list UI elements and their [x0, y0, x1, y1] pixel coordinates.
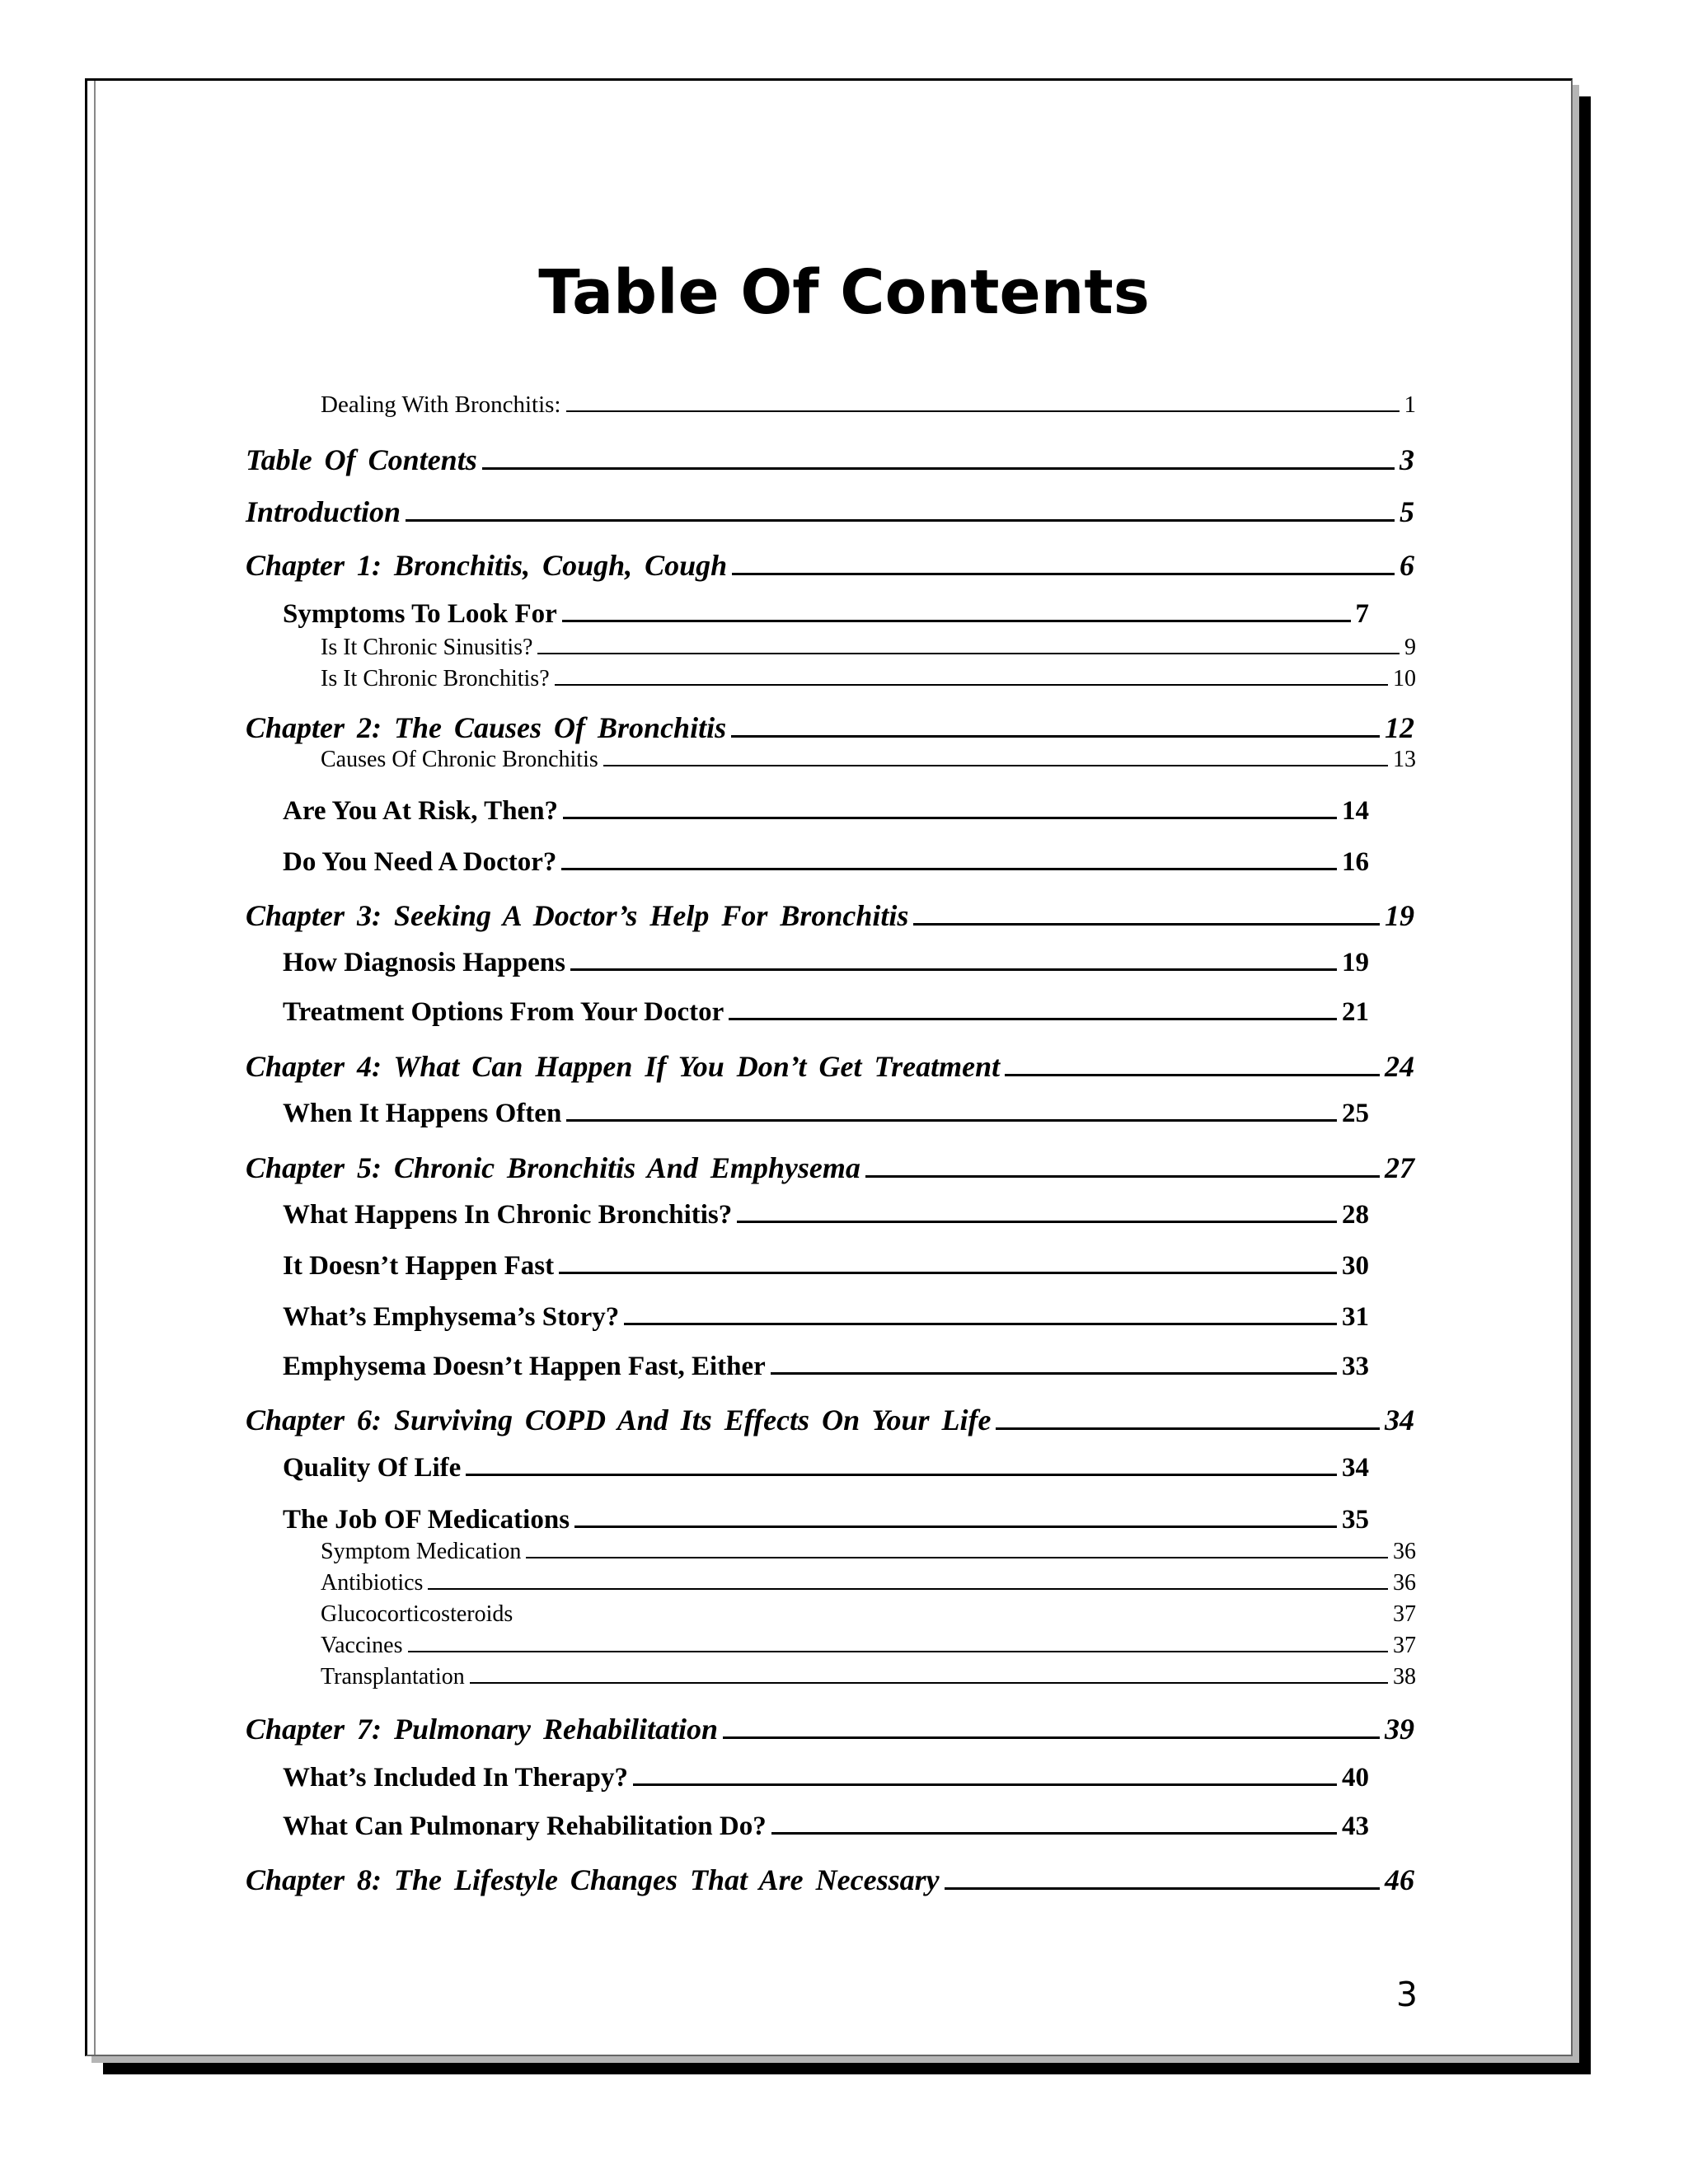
toc-entry-title: Chapter 7: Pulmonary Rehabilitation: [246, 1713, 719, 1746]
toc-entry-page: 10: [1393, 666, 1416, 691]
toc-entry: [283, 1453, 1369, 1483]
toc-entry-title: How Diagnosis Happens: [283, 948, 565, 977]
toc-entry: [246, 1863, 1414, 1897]
toc-entry: [283, 1352, 1369, 1382]
toc-entry-page: 9: [1404, 635, 1416, 660]
toc-entry-title: When It Happens Often: [283, 1099, 562, 1128]
toc-entry-title: Symptoms To Look For: [283, 599, 557, 629]
toc-entry: [246, 1712, 1414, 1746]
toc-entry-title: Emphysema Doesn’t Happen Fast, Either: [283, 1352, 766, 1381]
toc-entry: [321, 1633, 1416, 1659]
toc-entry-page: 25: [1342, 1099, 1369, 1128]
toc-entry-title: Introduction: [246, 495, 401, 528]
toc-entry-title: Chapter 2: The Causes Of Bronchitis: [246, 711, 727, 744]
toc-entry-page: 1: [1404, 391, 1416, 418]
toc-entry: [321, 391, 1416, 419]
toc-leader-line: [723, 1736, 1380, 1739]
toc-entry-page: 24: [1385, 1050, 1414, 1083]
toc-entry-title: The Job OF Medications: [283, 1505, 570, 1535]
toc-entry-title: Vaccines: [321, 1633, 403, 1658]
toc-leader-line: [566, 1119, 1337, 1122]
toc-leader-line: [996, 1427, 1380, 1430]
toc-entry-title: What Can Pulmonary Rehabilitation Do?: [283, 1811, 767, 1841]
toc-leader-line: [470, 1682, 1388, 1684]
toc-entry: [321, 1570, 1416, 1596]
toc-entry-page: 37: [1393, 1601, 1416, 1627]
toc-leader-line: [466, 1474, 1337, 1476]
toc-entry-page: 16: [1342, 847, 1369, 877]
toc-entry: [321, 1601, 1416, 1628]
toc-entry-title: Chapter 4: What Can Happen If You Don’t Get Treatment: [246, 1050, 1001, 1083]
toc-leader-line: [428, 1588, 1388, 1590]
toc-entry-page: 31: [1342, 1302, 1369, 1332]
toc-leader-line: [737, 1221, 1337, 1223]
toc-entry-title: Chapter 1: Bronchitis, Cough, Cough: [246, 549, 728, 582]
toc-entry-title: Table Of Contents: [246, 443, 477, 476]
toc-entry-title: Causes Of Chronic Bronchitis: [321, 747, 598, 772]
toc-entry: [246, 898, 1414, 933]
toc-entry: [283, 1302, 1369, 1333]
toc-leader-line: [913, 923, 1380, 926]
toc-entry: [283, 1251, 1369, 1282]
toc-entry-page: 39: [1385, 1713, 1414, 1746]
toc-entry: [283, 948, 1369, 978]
toc-leader-line: [729, 1018, 1337, 1020]
toc-entry-page: 34: [1385, 1404, 1414, 1436]
toc-leader-line: [559, 1272, 1337, 1274]
toc-entry: [283, 796, 1369, 827]
toc-entry: [283, 1099, 1369, 1129]
toc-entry: [283, 1811, 1369, 1842]
toc-entry: [283, 847, 1369, 878]
toc-entry: [283, 1505, 1369, 1535]
toc-entry-page: 28: [1342, 1200, 1369, 1230]
toc-entry-title: Glucocorticosteroids: [321, 1601, 513, 1627]
toc-leader-line: [537, 653, 1400, 654]
toc-entry: [246, 443, 1414, 477]
toc-entry-page: 38: [1393, 1664, 1416, 1690]
toc-leader-line: [865, 1175, 1380, 1178]
toc-entry-title: Chapter 8: The Lifestyle Changes That Are Necessary: [246, 1863, 940, 1896]
toc-entry-page: 37: [1393, 1633, 1416, 1658]
toc-entry-title: Is It Chronic Bronchitis?: [321, 666, 550, 691]
toc-leader-line: [732, 573, 1395, 575]
toc-entry: [283, 997, 1369, 1028]
toc-leader-line: [406, 519, 1395, 522]
toc-entry-title: Chapter 3: Seeking A Doctor’s Help For Bronchitis: [246, 899, 909, 932]
toc-entry: [283, 1763, 1369, 1793]
toc-entry-title: Do You Need A Doctor?: [283, 847, 557, 877]
toc-leader-line: [633, 1783, 1337, 1786]
toc-entry-page: 40: [1342, 1763, 1369, 1793]
toc-entry-title: Chapter 6: Surviving COPD And Its Effects On Your Life: [246, 1404, 992, 1436]
toc-entry-page: 19: [1342, 948, 1369, 977]
toc-entry-title: What’s Emphysema’s Story?: [283, 1302, 620, 1332]
toc-entry: [246, 1403, 1414, 1437]
toc-entry-page: 35: [1342, 1505, 1369, 1535]
toc-leader-line: [561, 868, 1337, 870]
toc-entry-title: Antibiotics: [321, 1570, 424, 1596]
toc-leader-line: [1005, 1074, 1380, 1076]
toc-entry-page: 21: [1342, 997, 1369, 1027]
toc-entry: [321, 1664, 1416, 1690]
toc-leader-line: [771, 1372, 1337, 1375]
toc-entry-title: Are You At Risk, Then?: [283, 796, 559, 826]
toc-entry: [321, 1539, 1416, 1565]
toc-entry: [246, 710, 1414, 745]
toc-entry-title: It Doesn’t Happen Fast: [283, 1251, 555, 1281]
toc-entry-page: 6: [1400, 549, 1414, 582]
page-number: 3: [1395, 1975, 1418, 2014]
toc-entry-page: 36: [1393, 1570, 1416, 1596]
toc-entry-page: 13: [1393, 747, 1416, 772]
toc-entry-page: 12: [1385, 711, 1414, 744]
toc-entry-page: 46: [1385, 1863, 1414, 1896]
toc-leader-line: [562, 620, 1351, 622]
toc-leader-line: [574, 1526, 1337, 1528]
toc-entry-page: 34: [1342, 1453, 1369, 1483]
toc-entry-title: Quality Of Life: [283, 1453, 462, 1483]
toc-entry-page: 5: [1400, 495, 1414, 528]
toc-entry-title: What Happens In Chronic Bronchitis?: [283, 1200, 733, 1230]
toc-leader-line: [555, 684, 1388, 686]
toc-entry-title: Treatment Options From Your Doctor: [283, 997, 724, 1027]
toc-entry-page: 19: [1385, 899, 1414, 932]
toc-entry-page: 43: [1342, 1811, 1369, 1841]
toc-entry-page: 36: [1393, 1539, 1416, 1564]
toc-entry: [246, 494, 1414, 529]
toc-entry-page: 30: [1342, 1251, 1369, 1281]
toc-leader-line: [771, 1832, 1337, 1835]
toc-entry-title: Transplantation: [321, 1664, 465, 1690]
toc-entry: [283, 599, 1369, 630]
toc-entry: [321, 747, 1416, 773]
toc-leader-line: [566, 410, 1400, 412]
toc-entry: [321, 666, 1416, 692]
toc-entry-title: What’s Included In Therapy?: [283, 1763, 629, 1793]
toc-entry: [246, 548, 1414, 583]
toc-entry-page: 14: [1342, 796, 1369, 826]
toc-entry-title: Dealing With Bronchitis:: [321, 391, 561, 418]
toc-leader-line: [526, 1557, 1388, 1558]
toc-leader-line: [624, 1323, 1337, 1325]
page-title: Table Of Contents: [538, 257, 1150, 328]
toc-entry-page: 27: [1385, 1151, 1414, 1184]
toc-leader-line: [603, 765, 1388, 766]
toc-entry-title: Chapter 5: Chronic Bronchitis And Emphysema: [246, 1151, 860, 1184]
toc-leader-line: [731, 735, 1380, 738]
toc-entry: [246, 1151, 1414, 1185]
toc-entry-page: 7: [1355, 599, 1369, 629]
toc-leader-line: [945, 1887, 1380, 1890]
toc-leader-line: [482, 467, 1395, 470]
toc-entry-page: 33: [1342, 1352, 1369, 1381]
toc-entry-page: 3: [1400, 443, 1414, 476]
toc-entry-title: Symptom Medication: [321, 1539, 522, 1564]
toc-entry: [283, 1200, 1369, 1230]
toc-entry: [246, 1049, 1414, 1084]
toc-entry: [321, 635, 1416, 661]
toc-leader-line: [570, 968, 1337, 971]
toc-leader-line: [408, 1651, 1388, 1652]
toc-entry-title: Is It Chronic Sinusitis?: [321, 635, 533, 660]
toc-leader-line: [563, 817, 1337, 819]
